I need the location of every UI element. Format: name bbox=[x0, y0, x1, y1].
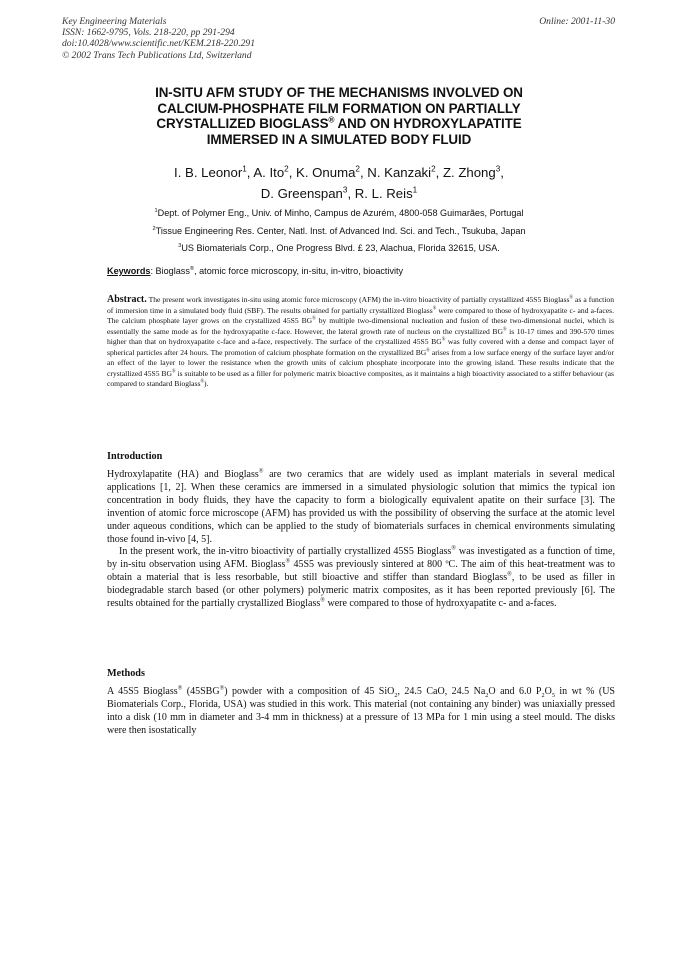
affiliation-list bbox=[60, 205, 618, 258]
abstract-text: was fully covered with a dense and compact layer of spherical particles after 24 hours. The promotion of calcium phosphate formation on the crystallized BG bbox=[107, 337, 614, 357]
author-list bbox=[90, 162, 588, 204]
abstract bbox=[107, 295, 614, 390]
affiliation-ref: 2 bbox=[431, 164, 436, 174]
affiliation-ref: 1 bbox=[412, 185, 418, 195]
registered-mark: ® bbox=[189, 265, 195, 272]
affiliation-text: Dept. of Polymer Eng., Univ. of Minho, Campus de Azurém, 4800-058 Guimarães, Portugal bbox=[157, 208, 524, 218]
paper-title bbox=[70, 85, 608, 147]
subscript: 2 bbox=[541, 692, 545, 699]
affiliation-number: 1 bbox=[154, 207, 158, 214]
paragraph bbox=[107, 469, 615, 546]
affiliation-text: US Biomaterials Corp., One Progress Blvd. £ 23, Alachua, Florida 32615, USA. bbox=[181, 243, 500, 254]
registered-mark: ® bbox=[177, 684, 183, 692]
subscript: 2 bbox=[485, 692, 489, 699]
affiliation bbox=[60, 205, 618, 223]
registered-mark: ® bbox=[219, 684, 225, 692]
copyright-line: © 2002 Trans Tech Publications Ltd, Switzerland bbox=[62, 49, 252, 61]
abstract-text: as a function of immersion time in a simulated body fluid (SBF). The results obtained for partially crystallized Bioglass bbox=[107, 295, 614, 315]
abstract-text: were compared to those of hydroxyapatite c- and a-faces. The calcium phosphate layer grows on the crystallized 45S5 BG bbox=[107, 305, 614, 325]
paragraph-text: A 45S5 Bioglass bbox=[107, 686, 178, 697]
registered-mark: ® bbox=[258, 467, 264, 475]
abstract-text: The present work investigates in-situ using atomic force microscopy (AFM) the in-vitro bioactivity of partially crystallized 45S5 Bioglass bbox=[146, 295, 570, 304]
paragraph bbox=[107, 686, 615, 738]
paragraph bbox=[107, 546, 615, 611]
paragraph-text: Hydroxylapatite (HA) and Bioglass bbox=[107, 469, 259, 480]
author-name: I. B. Leonor bbox=[174, 165, 243, 180]
title-line: IMMERSED IN A SIMULATED BODY FLUID bbox=[206, 131, 472, 147]
paragraph-text: was investigated as a function of time, by in-situ observation using AFM. Bioglass bbox=[107, 546, 615, 571]
abstract-text: is 10-17 times and 390-570 times higher than that on hydroxyapatite c-face and a-face, respectively. The surface of the crystallized 45S5 BG bbox=[107, 326, 615, 346]
abstract-text: by multiple two-dimensional nucleation and fusion of these two-dimensional nuclei, which is essentially the same mode as for the hydroxyapatite c-face. However, the lateral growth rate of nucleus on the crystallized BG bbox=[107, 316, 614, 336]
paragraph-text: are two ceramics that are widely used as implant materials in several medical applications [1, 2]. When these ceramics are immersed in a simulated physiologic solution that mimics the typical ion concentration in body fluids, they have the capacity to form a biologically equivalent apatite on their surface [3]. The invention of atomic force microscope (AFM) has provided us with the possibility of observing the surface at the atomic level under aqueous conditions, which can be applied to the study of biomaterials surfaces in chemical environments simulating those found in-vivo [4, 5]. bbox=[107, 469, 615, 545]
online-date: Online: 2001-11-30 bbox=[539, 16, 615, 27]
author-name: , R. L. Reis bbox=[347, 186, 413, 201]
keywords-label: Keywords bbox=[107, 266, 151, 276]
paragraph-text: O bbox=[544, 686, 552, 697]
author-separator: , bbox=[500, 165, 504, 180]
registered-mark: ® bbox=[320, 596, 325, 604]
author-name: , Z. Zhong bbox=[435, 165, 496, 180]
author-name: , A. Ito bbox=[246, 165, 285, 180]
methods-body bbox=[107, 686, 615, 738]
subscript: 2 bbox=[394, 692, 398, 699]
keyword-text: Bioglass bbox=[155, 266, 190, 276]
author-name: , N. Kanzaki bbox=[359, 165, 432, 180]
subscript: 5 bbox=[551, 692, 555, 699]
title-line: IN-SITU AFM STUDY OF THE MECHANISMS INVOLVED ON bbox=[155, 85, 523, 100]
introduction-body bbox=[107, 469, 615, 611]
paragraph-text: , 24.5 CaO, 24.5 Na bbox=[397, 686, 486, 697]
author-line bbox=[90, 183, 588, 204]
paragraph-text: were compared to those of hydroxyapatite c- and a-faces. bbox=[324, 598, 557, 610]
abstract-text: arises from a low surface energy of the surface layer and/or an effect of the layer to lower the resistance when the growth units of calcium phosphate incorporate into the growing island. These results indicate that the crystallized 45S5 BG bbox=[107, 347, 614, 378]
keywords-colon: : bbox=[150, 266, 156, 276]
title-line bbox=[70, 116, 608, 132]
affiliation bbox=[60, 240, 618, 258]
registered-mark: ® bbox=[312, 316, 316, 322]
author-name: D. Greenspan bbox=[260, 186, 343, 201]
paragraph-text: in wt % (US Biomaterials Corp., Florida, USA) was studied in this work. This material (not containing any binder) was uniaxially pressed into a disk (10 mm in diameter and 3-4 mm in thickness) at a pressure of 13 MPa for 1 min using a steel mould. The disks were then isostatically bbox=[107, 686, 615, 736]
abstract-text: ). bbox=[204, 379, 209, 388]
registered-mark: ® bbox=[172, 368, 176, 374]
methods-heading: Methods bbox=[107, 668, 145, 679]
paragraph-text: O and 6.0 P bbox=[488, 686, 542, 697]
journal-header bbox=[62, 16, 255, 61]
keywords bbox=[107, 265, 607, 277]
paragraph-text: 45S5 was previously sintered at 800 ºC. The aim of this heat-treatment was to obtain a material that is less resorbable, but still bioactive and stiffer than standard Bioglass bbox=[107, 559, 616, 584]
title-text: CRYSTALLIZED BIOGLASS bbox=[156, 116, 329, 132]
affiliation-ref: 1 bbox=[242, 164, 247, 174]
registered-mark: ® bbox=[200, 379, 205, 385]
abstract-text: is suitable to be used as a filler for polymeric matrix bioactive composites, as it maintains a high bioactivity associated to a stiffer behaviour (as compared to standard Bioglass bbox=[107, 368, 614, 388]
registered-mark: ® bbox=[507, 570, 512, 578]
registered-mark: ® bbox=[426, 347, 430, 353]
affiliation-number: 2 bbox=[152, 225, 156, 232]
registered-mark: ® bbox=[451, 545, 456, 553]
registered-mark: ® bbox=[569, 295, 574, 301]
affiliation-ref: 3 bbox=[495, 164, 501, 174]
affiliation-ref: 3 bbox=[342, 185, 348, 195]
paragraph-text: , to be used as filler in biodegradable starch based (or other polymers) polymeric matrix composites, as it has been reported previously [6]. The results obtained for the partially crystallized Bioglass bbox=[107, 572, 615, 610]
abstract-label: Abstract. bbox=[107, 294, 147, 305]
registered-mark: ® bbox=[441, 337, 446, 343]
affiliation-ref: 2 bbox=[284, 164, 289, 174]
affiliation-number: 3 bbox=[178, 243, 182, 250]
issn-line: ISSN: 1662-9795, Vols. 218-220, pp 291-294 bbox=[62, 27, 235, 39]
paragraph-text: (45SBG bbox=[182, 686, 220, 697]
title-line: CALCIUM-PHOSPHATE FILM FORMATION ON PARTIALLY bbox=[157, 100, 521, 116]
registered-mark: ® bbox=[328, 114, 335, 125]
title-text: AND ON HYDROXYLAPATITE bbox=[334, 116, 522, 132]
affiliation bbox=[60, 223, 618, 241]
registered-mark: ® bbox=[502, 326, 507, 332]
registered-mark: ® bbox=[285, 558, 291, 566]
doi-line[interactable]: doi:10.4028/www.scientific.net/KEM.218-220.291 bbox=[62, 38, 256, 50]
paragraph-text: In the present work, the in-vitro bioactivity of partially crystallized 45S5 Bioglass bbox=[119, 546, 452, 558]
registered-mark: ® bbox=[432, 305, 437, 311]
affiliation-ref: 2 bbox=[355, 164, 360, 174]
paragraph-text: ) powder with a composition of 45 SiO bbox=[224, 686, 395, 697]
affiliation-text: Tissue Engineering Res. Center, Natl. Inst. of Advanced Ind. Sci. and Tech., Tsukuba, Japan bbox=[155, 225, 526, 236]
journal-name: Key Engineering Materials bbox=[62, 16, 167, 27]
introduction-heading: Introduction bbox=[107, 451, 163, 462]
keyword-text: , atomic force microscopy, in-situ, in-vitro, bioactivity bbox=[194, 266, 404, 276]
author-name: , K. Onuma bbox=[288, 165, 356, 180]
author-line bbox=[90, 162, 588, 183]
